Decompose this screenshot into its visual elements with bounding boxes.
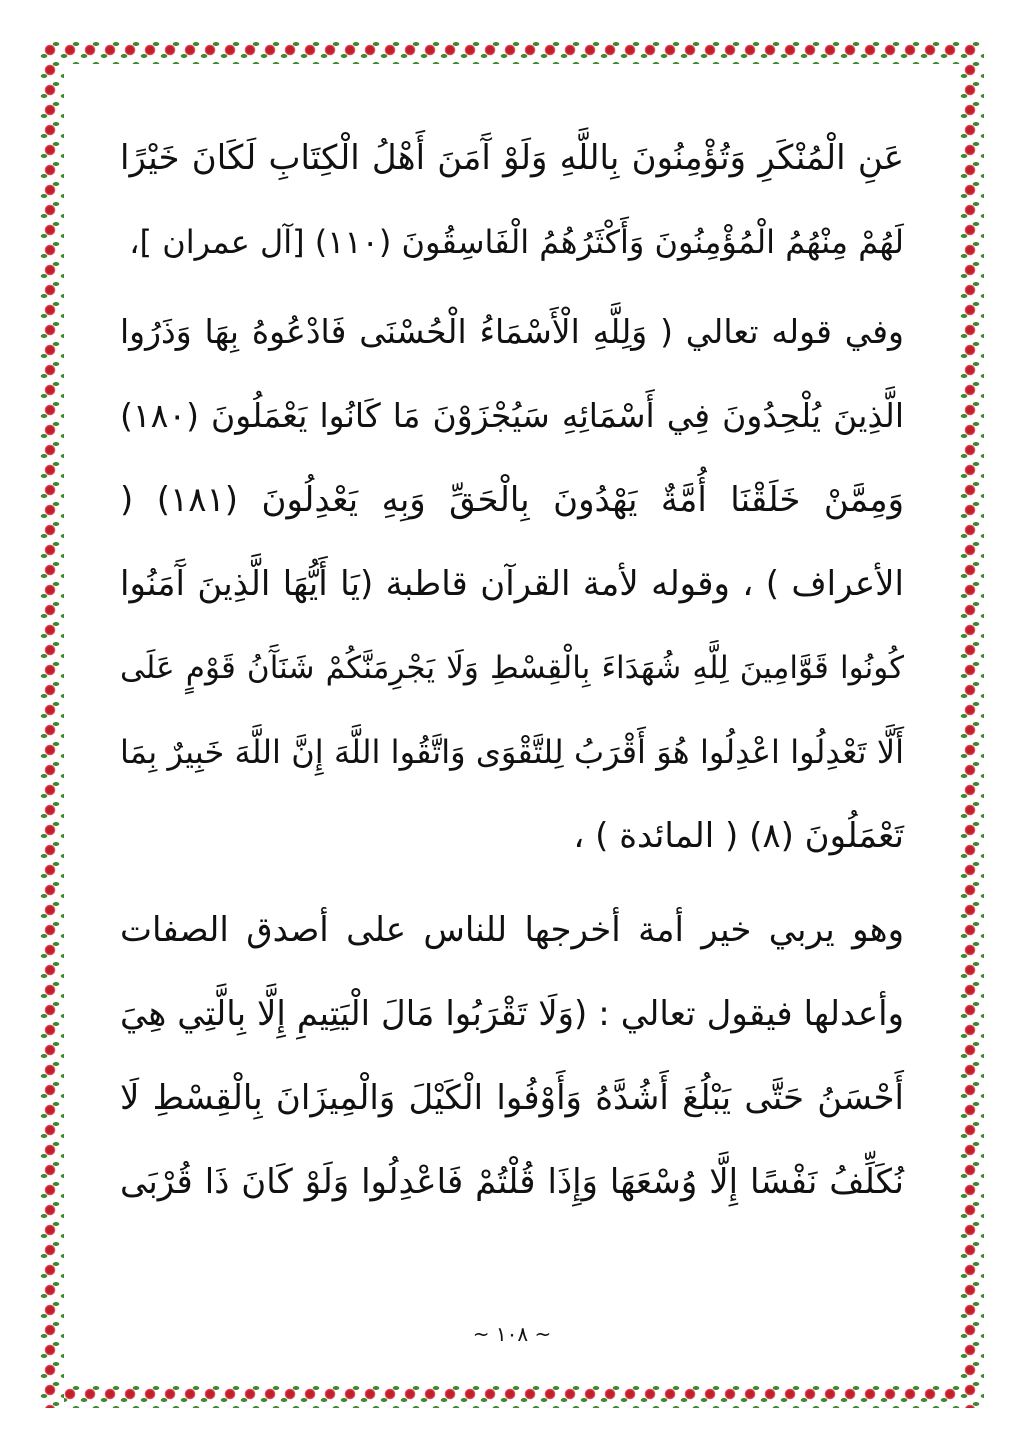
paragraph-3: [120, 888, 904, 1224]
paragraph-1: [120, 116, 904, 284]
ornamental-border-bottom: [40, 1384, 984, 1408]
text-line: أَلَّا تَعْدِلُوا اعْدِلُوا هُوَ أَقْرَبُ لِلتَّقْوَى وَاتَّقُوا اللَّهَ إِنَّ اللَّهَ خَبِيرٌ بِمَا: [120, 733, 904, 771]
text-line: لَهُمْ مِنْهُمُ الْمُؤْمِنُونَ وَأَكْثَرُهُمُ الْفَاسِقُونَ (١١٠) [آل عمران ]،: [129, 223, 904, 261]
text-line: وهو يربي خير أمة أخرجها للناس على أصدق الصفات: [120, 910, 904, 950]
ornamental-border-left: [40, 40, 64, 1408]
text-line: عَنِ الْمُنْكَرِ وَتُؤْمِنُونَ بِاللَّهِ وَلَوْ آَمَنَ أَهْلُ الْكِتَابِ لَكَانَ خَيْرًا: [120, 138, 904, 178]
text-line: نُكَلِّفُ نَفْسًا إِلَّا وُسْعَهَا وَإِذَا قُلْتُمْ فَاعْدِلُوا وَلَوْ كَانَ ذَا قُرْبَى: [120, 1162, 904, 1202]
text-line: وفي قوله تعالي ( وَلِلَّهِ الْأَسْمَاءُ الْحُسْنَى فَادْعُوهُ بِهَا وَذَرُوا: [120, 312, 904, 351]
page-number: ~ ١٠٨ ~: [472, 1322, 552, 1346]
text-line: تَعْمَلُونَ (٨) ( المائدة ) ،: [573, 816, 904, 856]
text-line: الَّذِينَ يُلْحِدُونَ فِي أَسْمَائِهِ سَيُجْزَوْنَ مَا كَانُوا يَعْمَلُونَ (١٨٠): [120, 396, 904, 435]
ornamental-border-top: [40, 40, 984, 64]
text-line: كُونُوا قَوَّامِينَ لِلَّهِ شُهَدَاءَ بِالْقِسْطِ وَلَا يَجْرِمَنَّكُمْ شَنَآَنُ قَوْمٍ عَلَى: [120, 650, 904, 686]
ornamental-border-right: [960, 40, 984, 1408]
page-body: [120, 116, 904, 1224]
text-line: وأعدلها فيقول تعالي : (وَلَا تَقْرَبُوا مَالَ الْيَتِيمِ إِلَّا بِالَّتِي هِيَ: [120, 994, 904, 1034]
text-line: وَمِمَّنْ خَلَقْنَا أُمَّةٌ يَهْدُونَ بِالْحَقِّ وَبِهِ يَعْدِلُونَ (١٨١) (: [120, 480, 904, 520]
text-line: أَحْسَنُ حَتَّى يَبْلُغَ أَشُدَّهُ وَأَوْفُوا الْكَيْلَ وَالْمِيزَانَ بِالْقِسْطِ لَا: [120, 1078, 904, 1118]
paragraph-2: [120, 290, 904, 878]
text-line: الأعراف ) ، وقوله لأمة القرآن قاطبة (يَا أَيُّهَا الَّذِينَ آَمَنُوا: [120, 564, 904, 604]
